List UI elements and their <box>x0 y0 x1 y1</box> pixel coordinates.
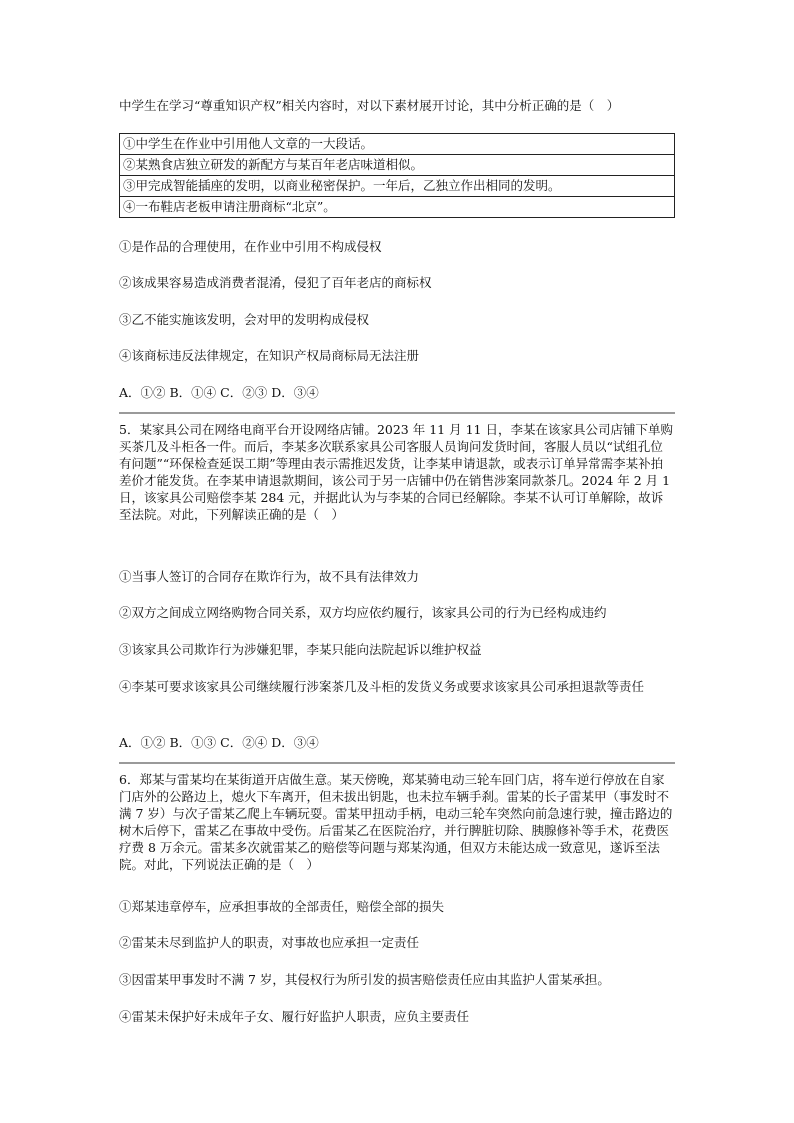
q5-option-2: ②双方之间成立网络购物合同关系，双方均应依约履行，该家具公司的行为已经构成违约 <box>119 605 607 620</box>
materials-table <box>119 133 675 218</box>
table-row <box>120 197 675 218</box>
q5-option-1: ①当事人签订的合同存在欺诈行为，故不具有法律效力 <box>119 569 420 584</box>
divider <box>119 762 675 764</box>
material-1: ①中学生在作业中引用他人文章的一大段话。 <box>120 134 675 155</box>
q4-choices: A．①② B．①④ C．②③ D．③④ <box>119 385 319 400</box>
q5-option-4: ④李某可要求该家具公司继续履行涉案茶几及斗柜的发货义务或要求该家具公司承担退款等责任 <box>119 679 645 694</box>
question-6-stem: 6．郑某与雷某均在某街道开店做生意。某天傍晚，郑某骑电动三轮车回门店，将车逆行停放在自家门店外的公路边上，熄火下车离开，但未拔出钥匙，也未拉车辆手刹。雷某的长子雷某甲（事发时不满 7 岁）与次子雷某乙爬上车辆玩耍。雷某甲扭动手柄，电动三轮车突然向前急速行驶，撞击路边的树木后停下，雷某乙在事故中受伤。后雷某乙在医院治疗，并行脾脏切除、胰腺修补等手术，花费医疗费 8 万余元。雷某多次就雷某乙的赔偿等问题与郑某沟通，但双方未能达成一致意见，遂诉至法院。对此，下列说法正确的是（ ） <box>119 772 673 872</box>
q4-option-1: ①是作品的合理使用，在作业中引用不构成侵权 <box>119 239 382 254</box>
material-2: ②某熟食店独立研发的新配方与某百年老店味道相似。 <box>120 155 675 176</box>
q4-option-4: ④该商标违反法律规定，在知识产权局商标局无法注册 <box>119 348 420 363</box>
q4-option-2: ②该成果容易造成消费者混淆，侵犯了百年老店的商标权 <box>119 275 432 290</box>
q4-option-3: ③乙不能实施该发明，会对甲的发明构成侵权 <box>119 312 370 327</box>
q6-option-1: ①郑某违章停车，应承担事故的全部责任，赔偿全部的损失 <box>119 899 445 914</box>
q6-option-2: ②雷某未尽到监护人的职责，对事故也应承担一定责任 <box>119 935 420 950</box>
question-4-stem: 中学生在学习“尊重知识产权”相关内容时，对以下素材展开讨论，其中分析正确的是（ ） <box>119 98 620 113</box>
q6-option-4: ④雷某未保护好未成年子女、履行好监护人职责，应负主要责任 <box>119 1009 470 1024</box>
material-3: ③甲完成智能插座的发明，以商业秘密保护。一年后，乙独立作出相同的发明。 <box>120 176 675 197</box>
divider <box>119 412 675 414</box>
table-row <box>120 155 675 176</box>
q6-option-3: ③因雷某甲事发时不满 7 岁，其侵权行为所引发的损害赔偿责任应由其监护人雷某承担。 <box>119 972 610 987</box>
q5-option-3: ③该家具公司欺诈行为涉嫌犯罪，李某只能向法院起诉以维护权益 <box>119 642 482 657</box>
q5-choices: A．①② B．①③ C．②④ D．③④ <box>119 735 319 750</box>
table-row <box>120 176 675 197</box>
question-5-stem: 5．某家具公司在网络电商平台开设网络店铺。2023 年 11 月 11 日，李某在该家具公司店铺下单购买茶几及斗柜各一件。而后，李某多次联系家具公司客服人员询问发货时间，客服人员以“试组孔位有问题”“环保检查延误工期”等理由表示需推迟发货，让李某申请退款，或表示订单异常需李某补拍差价才能发货。在李某申请退款期间，该公司于另一店铺中仍在销售涉案同款茶几。2024 年 2 月 1 日，该家具公司赔偿李某 284 元，并据此认为与李某的合同已经解除。李某不认可订单解除，故诉至法院。对此，下列解读正确的是（ ） <box>119 422 673 522</box>
material-4: ④一布鞋店老板申请注册商标“北京”。 <box>120 197 675 218</box>
table-row <box>120 134 675 155</box>
